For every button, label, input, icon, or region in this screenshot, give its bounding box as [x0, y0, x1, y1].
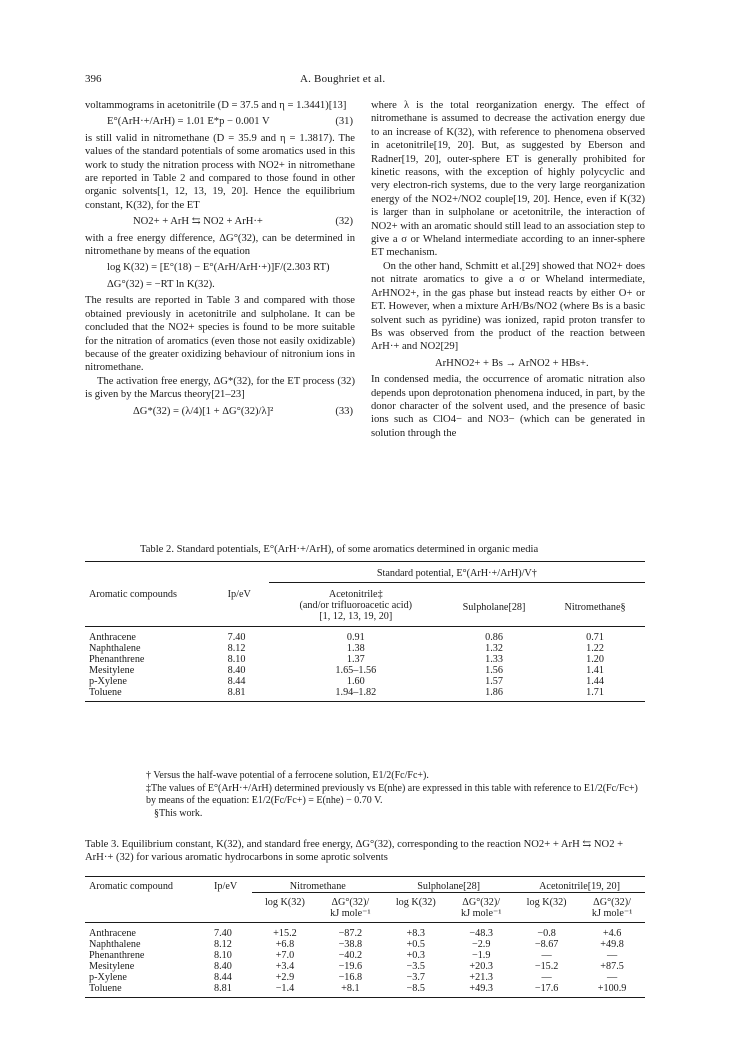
table-cell: +100.9: [597, 983, 627, 994]
table-cell: +20.3: [469, 961, 493, 972]
table-row: [85, 643, 645, 654]
column-header: Ip/eV: [227, 588, 251, 600]
table-cell: +21.3: [469, 972, 493, 983]
equation-dg: [85, 278, 355, 291]
table-cell: Toluene: [89, 687, 122, 698]
column-header: kJ mole⁻¹: [460, 908, 502, 919]
table-cell: 8.81: [227, 687, 246, 698]
table-cell: Mesitylene: [89, 961, 135, 972]
column-header: Nitromethane§: [564, 602, 626, 613]
paragraph: The results are reported in Table 3 and compared with those obtained previously in acetonitrile and sulpholane. It can be concluded that the NO2+ species is found to be more suitable for the nitration of aromatics (even those not easily oxidizable) because of the greater oxidizing behaviour of nitronium ions in nitromethane.: [85, 295, 355, 374]
table-row: [85, 972, 645, 983]
table-cell: 8.10: [227, 654, 246, 665]
table-cell: −17.6: [534, 983, 559, 994]
equation-number: (31): [335, 116, 353, 128]
table-cell: −0.8: [537, 928, 556, 939]
table-row: [85, 665, 645, 676]
equation-expression: ArHNO2+ + Bs → ArNO2 + HBs+.: [435, 357, 589, 369]
table-cell: —: [541, 972, 552, 983]
paragraph: In condensed media, the occurrence of aromatic nitration also depends upon deprotonation phenomena induced, in part, by the donor character of the solvent used, and the presence of basic ions such as ClO4− and NO3− (which can be generated in solution through the: [371, 374, 645, 439]
table-cell: Anthracene: [89, 928, 136, 939]
table-cell: +0.3: [406, 950, 426, 961]
table-cell: p-Xylene: [89, 676, 127, 687]
table-cell: +8.1: [341, 983, 360, 994]
footnote: ‡The values of E°(ArH·+/ArH) determined previously vs E(nhe) are expressed in this table with reference to E1/2(Fc/Fc+) by means of the equation: E1/2(Fc/Fc+) = E(nhe) − 0.70 V.: [146, 782, 638, 806]
footnote: † Versus the half-wave potential of a ferrocene solution, E1/2(Fc/Fc+).: [146, 770, 429, 781]
table-cell: −2.9: [471, 939, 491, 950]
column-header: ΔG°(32)/: [331, 897, 370, 908]
table-cell: Mesitylene: [89, 665, 135, 676]
table-cell: Phenanthrene: [89, 654, 145, 665]
group-header: Nitromethane: [252, 877, 383, 893]
table-cell: 8.44: [214, 972, 232, 983]
footnote: §This work.: [154, 807, 203, 819]
equation-bs: [371, 357, 645, 370]
table-cell: +87.5: [600, 961, 624, 972]
table-row: [85, 939, 645, 950]
equation-expression: log K(32) = [E°(18) − E°(ArH/ArH·+)]F/(2.303 RT): [107, 262, 330, 274]
table-cell: −87.2: [338, 928, 363, 939]
equation-number: (32): [335, 216, 353, 228]
table-cell: +49.3: [469, 983, 493, 994]
paragraph: The activation free energy, ΔG*(32), for the ET process (32) is given by the Marcus theory[21–23]: [85, 375, 355, 401]
table-cell: 8.40: [227, 665, 246, 676]
table-cell: 1.20: [586, 654, 604, 665]
table-cell: +15.2: [273, 928, 297, 939]
paragraph: voltammograms in acetonitrile (D = 37.5 and η = 1.3441)[13]: [85, 100, 347, 111]
table-cell: —: [606, 972, 618, 983]
table-cell: Anthracene: [89, 632, 136, 643]
equation-expression: E°(ArH·+/ArH) = 1.01 E*p − 0.001 V: [107, 116, 270, 128]
table-cell: −1.9: [471, 950, 491, 961]
table-row: [85, 961, 645, 972]
table-cell: 8.40: [214, 961, 232, 972]
column-header-sub: [1, 12, 13, 19, 20]: [319, 611, 393, 622]
table-cell: Naphthalene: [89, 939, 141, 950]
column-header: ΔG°(32)/: [462, 897, 501, 908]
table-cell: 0.86: [485, 632, 503, 643]
equation-expression: NO2+ + ArH ⇆ NO2 + ArH·+: [133, 216, 263, 228]
table-cell: p-Xylene: [89, 972, 127, 983]
paragraph: On the other hand, Schmitt et al.[29] showed that NO2+ does not nitrate aromatics to give a σ or Wheland intermediate, ArHNO2+, in the gas phase but instead reacts by either O+ or ET. However, when a mixture ArH/Bs/NO2 (where Bs is a basic solvent such as pyridine) was ionized, rapid proton transfer to Bs was observed from the product of the reaction between ArH·+ and NO2[29]: [371, 260, 645, 353]
table-cell: 8.81: [214, 983, 232, 994]
equation-logk: [85, 261, 355, 274]
paragraph: with a free energy difference, ΔG°(32), can be determined in nitromethane by means of the equation: [85, 232, 355, 258]
table-cell: +7.0: [275, 950, 295, 961]
column-header: Aromatic compound: [89, 881, 174, 892]
left-column: [85, 99, 355, 421]
table-cell: 1.60: [346, 676, 365, 687]
table-cell: 0.91: [346, 632, 365, 643]
table2: [85, 561, 645, 702]
column-header: log K(32): [264, 897, 305, 908]
table3: [85, 876, 645, 998]
table-cell: 7.40: [227, 632, 246, 643]
table-cell: 8.10: [214, 950, 232, 961]
column-header: Acetonitrile‡: [328, 589, 383, 600]
table-row: [85, 950, 645, 961]
page-number: 396: [85, 73, 102, 85]
right-column: [371, 99, 645, 440]
table-cell: 8.12: [214, 939, 232, 950]
table2-caption: Table 2. Standard potentials, E°(ArH·+/ArH), of some aromatics determined in organic media: [140, 544, 539, 555]
column-header: kJ mole⁻¹: [330, 908, 371, 919]
table-header-row: [85, 568, 645, 583]
table-cell: 1.32: [485, 643, 503, 654]
group-header: Acetonitrile[19, 20]: [514, 877, 645, 893]
table-cell: −15.2: [534, 961, 559, 972]
table-cell: −40.2: [338, 950, 363, 961]
column-header: log K(32): [526, 897, 567, 908]
column-header-sub: (and/or trifluoroacetic acid): [299, 600, 413, 611]
table-header-row: [85, 877, 645, 893]
table-cell: −16.8: [338, 972, 363, 983]
table-cell: 1.94–1.82: [335, 687, 377, 698]
group-header: Standard potential, E°(ArH·+/ArH)/V†: [269, 568, 645, 583]
table-cell: −8.5: [406, 983, 426, 994]
table-cell: 1.22: [586, 643, 604, 654]
table2-footnotes: [146, 770, 646, 820]
table-cell: 1.44: [586, 676, 604, 687]
paragraph: is still valid in nitromethane (D = 35.9 and η = 1.3817). The values of the standard potentials of some aromatics used in this work to study the nitration process with NO2+ in nitromethane are reported in Table 2 and compared to those found in other organic solvents[1, 12, 13, 19, 20]. Hence the equilibrium constant, K(32), for the ET: [85, 132, 355, 211]
table-header-row: [85, 583, 645, 601]
table-cell: −1.4: [275, 983, 295, 994]
equation-expression: ΔG*(32) = (λ/4)[1 + ΔG°(32)/λ]²: [133, 405, 274, 417]
table-row: [85, 632, 645, 643]
group-header: Sulpholane[28]: [383, 877, 514, 893]
table-row: [85, 687, 645, 702]
table-cell: 1.71: [586, 687, 604, 698]
column-header: Ip/eV: [214, 881, 238, 892]
column-header: Aromatic compounds: [89, 588, 177, 600]
table-cell: 1.56: [485, 665, 503, 676]
table-cell: +4.6: [602, 928, 622, 939]
table-cell: −3.5: [406, 961, 426, 972]
table-cell: +2.9: [275, 972, 295, 983]
column-header: Sulpholane[28]: [462, 602, 526, 613]
column-header: kJ mole⁻¹: [591, 908, 633, 919]
equation-33: [85, 405, 355, 418]
table-row: [85, 928, 645, 939]
table-cell: 1.37: [346, 654, 365, 665]
column-header: log K(32): [395, 897, 436, 908]
equation-expression: ΔG°(32) = −RT ln K(32).: [107, 278, 215, 290]
table-cell: —: [606, 950, 618, 961]
table-row: [85, 676, 645, 687]
table-cell: +3.4: [275, 961, 295, 972]
table-cell: 8.44: [227, 676, 246, 687]
equation-32: [85, 215, 355, 228]
table-cell: −48.3: [469, 928, 493, 939]
table-cell: Phenanthrene: [89, 950, 145, 961]
table-cell: 1.65–1.56: [335, 665, 377, 676]
table-row: [85, 983, 645, 998]
table-cell: +49.8: [600, 939, 624, 950]
table-cell: 1.57: [485, 676, 503, 687]
table-header-row: [85, 893, 645, 909]
table-header-row: [85, 908, 645, 923]
table-cell: 1.86: [485, 687, 503, 698]
table-cell: —: [541, 950, 552, 961]
table-cell: 1.41: [586, 665, 604, 676]
equation-31: [85, 115, 355, 128]
table-cell: 0.71: [586, 632, 604, 643]
column-header: ΔG°(32)/: [593, 897, 631, 908]
table-cell: −3.7: [406, 972, 426, 983]
table-cell: Toluene: [89, 983, 122, 994]
table-cell: +0.5: [406, 939, 426, 950]
equation-number: (33): [335, 405, 353, 417]
running-title: A. Boughriet et al.: [300, 73, 386, 85]
table-cell: −38.8: [338, 939, 363, 950]
table-cell: 1.33: [485, 654, 503, 665]
table-cell: 8.12: [227, 643, 246, 654]
table-cell: Naphthalene: [89, 643, 141, 654]
table-row: [85, 654, 645, 665]
table-cell: +6.8: [275, 939, 295, 950]
table-cell: −19.6: [338, 961, 363, 972]
table-cell: +8.3: [406, 928, 426, 939]
table-cell: 1.38: [346, 643, 365, 654]
paragraph: where λ is the total reorganization energy. The effect of nitromethane is assumed to decrease the activation energy due to an increase of K(32), with reference to phenomena observed in acetonitrile[19, 20]. But, as suggested by Eberson and Radner[19, 20], outer-sphere ET is generally prohibited for kinetic reasons, with the exception of highly polycyclic and very electron-rich systems, due to the very large reorganization energy of the NO2+/NO2 couple[19, 20]. Hence, even if K(32) is larger than in sulpholane or acetonitrile, the interaction of NO2+ with an aromatic should still lead to an association step to give a σ or Wheland intermediate according to an inner-sphere ET mechanism.: [371, 100, 646, 259]
table-cell: 7.40: [214, 928, 232, 939]
table3-caption: Table 3. Equilibrium constant, K(32), and standard free energy, ΔG°(32), corresponding to the reaction NO2+ + ArH ⇆ NO2 + ArH·+ (32) for various aromatic hydrocarbons in some aprotic solvents: [85, 839, 624, 863]
table-cell: −8.67: [534, 939, 559, 950]
